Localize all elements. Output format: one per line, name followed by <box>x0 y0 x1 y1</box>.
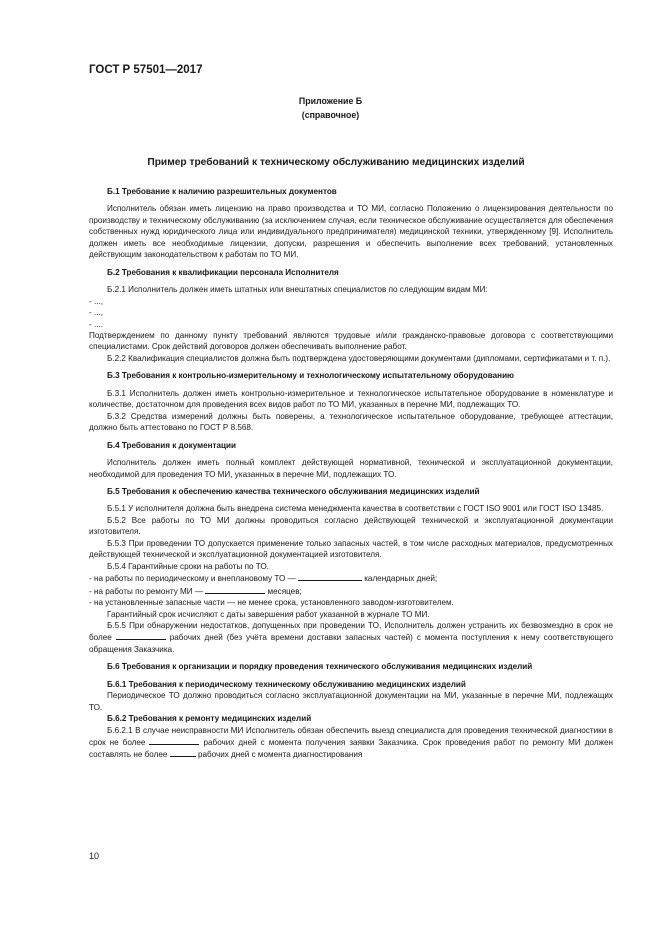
paragraph: Б.2.2 Квалификация специалистов должна быть подтверждена удостоверяющими документами (дипломами, сертификатами и т. п.). <box>107 353 611 363</box>
list-text: календарных дней; <box>364 574 438 584</box>
paragraph: Б.5.4 Гарантийные сроки на работы по ТО. <box>107 561 269 571</box>
list-item <box>89 572 613 584</box>
paragraph <box>89 620 613 655</box>
list-item: - .... <box>89 319 103 329</box>
section-heading: Б.1 Требование к наличию разрешительных документов <box>107 187 337 196</box>
paragraph: Гарантийный срок исчисляют с даты завершения работ указанной в журнале ТО МИ. <box>107 609 430 619</box>
blank-line <box>205 585 265 594</box>
list-item: - ..., <box>89 296 103 306</box>
section-heading: Б.4 Требования к документации <box>107 440 237 450</box>
document-body <box>89 186 613 761</box>
paragraph <box>89 725 613 761</box>
paragraph: Исполнитель обязан иметь лицензию на право производства и ТО МИ, согласно Положению о лицензирования деятельности по производству и техническому обслуживанию (за исключением случая, если техническое обслуживание осуществляется для обеспечения собственных нужд юридического лица или индивидуального предпринимателя) медицинской техники, утвержденному [9]. Исполнитель должен иметь все необходимые лицензии, допуски, разрешения и обеспечить выполнение всех требований, установленных действующим законодательством к работам по ТО МИ. <box>89 204 613 260</box>
paragraph: Б.3.2 Средства измерений должны быть поверены, а технологическое испытательное оборудование, требующее аттестации, должно быть аттестовано по ГОСТ Р 8.568. <box>89 411 613 433</box>
list-item <box>89 585 613 597</box>
list-item: - ..., <box>89 308 103 318</box>
paragraph: Б.5.3 При проведении ТО допускается применение только запасных частей, в том числе расходных материалов, предусмотренных действующей технической и эксплуатационной документацией изготовителя. <box>89 538 613 560</box>
paragraph: Исполнитель должен иметь полный комплект действующей нормативной, технической и эксплуатационной документации, необходимой для проведения ТО МИ, указанных в перечне МИ, подлежащих ТО. <box>89 458 613 479</box>
section-heading: Б.6 Требования к организации и порядку проведения технического обслуживания медицинских изделий <box>107 662 533 672</box>
list-text: - на работы по ремонту МИ — <box>89 586 204 596</box>
paragraph-text: рабочих дней (без учёта времени доставки запасных частей) с момента поступления к нему соответствующего обращения Заказчика. <box>89 633 614 654</box>
paragraph: Периодическое ТО должно проводиться согласно эксплуатационной документации на МИ, указанные в перечне МИ, подлежащих ТО. <box>89 691 613 712</box>
paragraph: Б.2.1 Исполнитель должен иметь штатных или внештатных специалистов по следующим видам МИ: <box>107 285 488 295</box>
paragraph-text: рабочих дней с момента диагностирования <box>197 750 363 760</box>
blank-line <box>170 748 196 757</box>
annex-title: Приложение Б <box>298 96 363 106</box>
paragraph: Б.5.1 У исполнителя должна быть внедрена система менеджмента качества в соответствии с ГОСТ ISO 9001 или ГОСТ ISO 13485. <box>107 504 604 514</box>
section-heading: Б.5 Требования к обеспечению качества технического обслуживания медицинских изделий <box>107 486 480 496</box>
paragraph: Б.5.2 Все работы по ТО МИ должны проводиться согласно действующей технической и эксплуатационной документации изготовителя. <box>89 515 613 537</box>
blank-line <box>116 631 166 640</box>
paragraph-text: рабочих дней с момента получения заявки Заказчика. Срок проведения работ по ремонту МИ должен составлять не более <box>89 738 613 760</box>
paragraph-text: Б.5.5 При обнаружении недостатков, допущенных при проведении ТО, Исполнитель должен устранить их безвозмездно в срок не более <box>89 620 613 643</box>
list-text: - на работы по периодическому и внеплановому ТО — <box>89 574 296 584</box>
subsection-heading: Б.6.2 Требования к ремонту медицинских изделий <box>107 714 312 724</box>
subsection-heading: Б.6.1 Требования к периодическому техническому обслуживанию медицинских изделий <box>107 679 466 689</box>
blank-line <box>298 572 362 581</box>
page-number: 10 <box>89 851 100 861</box>
list-text: месяцев; <box>267 586 302 596</box>
section-heading: Б.3 Требования к контрольно-измерительному и технологическому испытательному оборудованию <box>107 371 514 381</box>
paragraph: Б.3.1 Исполнитель должен иметь контрольно-измерительное и технологическое испытательное оборудование в номенклатуре и количестве, достаточном для проведения всех видов работ по ТО МИ, указанных в перечне МИ, подлежащих ТО. <box>89 388 613 410</box>
document-title: Пример требований к техническому обслуживанию медицинских изделий <box>147 157 525 168</box>
paragraph: Подтверждением по данному пункту требований являются трудовые и/или гражданско-правовые договора с соответствующими специалистами. Срок действий договоров должен обеспечивать выполнение работ. <box>89 330 613 352</box>
standard-code: ГОСТ Р 57501—2017 <box>89 64 203 76</box>
paragraph-text: Б.6.2.1 В случае неисправности МИ Исполнитель обязан обеспечить выезд специалиста для проведения технической диагностики в срок не более <box>89 725 613 748</box>
list-item: - на установленные запасные части — не менее срока, установленного заводом-изготовителем. <box>89 598 454 608</box>
annex-kind: (справочное) <box>301 110 360 120</box>
blank-line <box>149 736 199 745</box>
section-heading: Б.2 Требования к квалификации персонала Исполнителя <box>107 267 339 277</box>
